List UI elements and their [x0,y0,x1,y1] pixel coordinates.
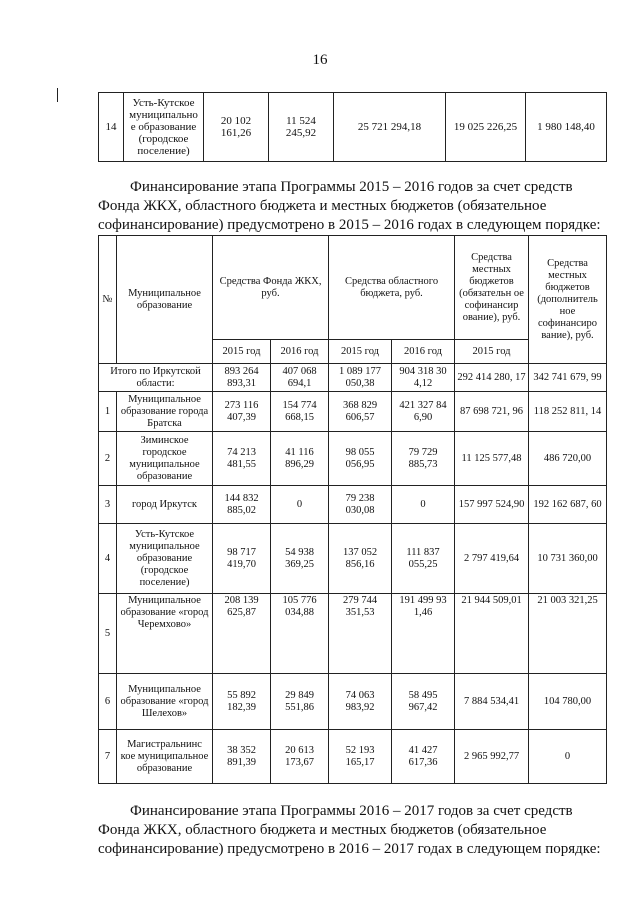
value-cell: 7 884 534,41 [455,674,529,730]
value-cell: 208 139 625,87 [213,594,271,674]
paragraph-line: Финансирование этапа Программы 2015 – 2016 годов за счет средств [130,179,573,195]
header-year: 2015 год [455,340,529,364]
value-cell: 144 832 885,02 [213,486,271,524]
value-cell: 74 063 983,92 [329,674,392,730]
municipality-name: Зиминское городское муниципальное образование [117,432,213,486]
header-row [99,236,607,340]
table-row [99,432,607,486]
value-cell: 154 774 668,15 [271,392,329,432]
value-cell: 1 089 177 050,38 [329,364,392,392]
value-cell: 118 252 811, 14 [529,392,607,432]
value-cell: 29 849 551,86 [271,674,329,730]
value-cell: 0 [529,730,607,784]
header-municipality: Муниципальное образование [117,236,213,364]
value-cell: 38 352 891,39 [213,730,271,784]
total-row [99,364,607,392]
header-local-mandatory: Средства местных бюджетов (обязательн ое софинансир ование), руб. [455,236,529,340]
value-cell: 2 797 419,64 [455,524,529,594]
table-row [99,594,607,674]
paragraph-line: Фонда ЖКХ, областного бюджета и местных бюджетов (обязательное [98,822,547,838]
value-cell: 292 414 280, 17 [455,364,529,392]
value-cell: 157 997 524,90 [455,486,529,524]
paragraph-line: софинансирование) предусмотрено в 2015 – 2016 годах в следующем порядке: [98,217,601,233]
value-cell: 55 892 182,39 [213,674,271,730]
municipality-name: Магистральнинс кое муниципальное образование [117,730,213,784]
row-number: 1 [99,392,117,432]
value-cell: 87 698 721, 96 [455,392,529,432]
row-number: 3 [99,486,117,524]
value-cell: 98 717 419,70 [213,524,271,594]
municipality-name: Усть-Кутское муниципально е образование (городское поселение) [124,93,204,162]
row-number: 2 [99,432,117,486]
header-regional: Средства областного бюджета, руб. [329,236,455,340]
value-cell: 21 003 321,25 [529,594,607,674]
paragraph-line: Финансирование этапа Программы 2016 – 2017 годов за счет средств [130,803,573,819]
value-cell: 0 [271,486,329,524]
table-row [99,524,607,594]
table-row [99,93,607,162]
value-cell: 191 499 93 1,46 [392,594,455,674]
paragraph-line: софинансирование) предусмотрено в 2016 – 2017 годах в следующем порядке: [98,841,601,857]
municipality-name: Муниципальное образование города Братска [117,392,213,432]
value-cell: 137 052 856,16 [329,524,392,594]
municipality-name: город Иркутск [117,486,213,524]
row-number: 14 [99,93,124,162]
value-cell: 10 731 360,00 [529,524,607,594]
value-cell: 111 837 055,25 [392,524,455,594]
total-label: Итого по Иркутской области: [99,364,213,392]
row-number: 6 [99,674,117,730]
header-number: № [99,236,117,364]
value-cell: 21 944 509,01 [455,594,529,674]
value-cell: 368 829 606,57 [329,392,392,432]
header-local-additional: Средства местных бюджетов (дополнитель ное софинансиро вание), руб. [529,236,607,364]
value-cell: 79 729 885,73 [392,432,455,486]
row-number: 5 [99,594,117,674]
value-cell: 52 193 165,17 [329,730,392,784]
value-cell: 407 068 694,1 [271,364,329,392]
value-cell: 104 780,00 [529,674,607,730]
table-row [99,730,607,784]
value-cell: 58 495 967,42 [392,674,455,730]
continuation-table [98,92,607,162]
value-cell: 98 055 056,95 [329,432,392,486]
table-row [99,674,607,730]
value-cell: 25 721 294,18 [334,93,446,162]
value-cell: 41 427 617,36 [392,730,455,784]
header-year: 2015 год [329,340,392,364]
value-cell: 192 162 687, 60 [529,486,607,524]
value-cell: 342 741 679, 99 [529,364,607,392]
paragraph-2016-2017 [98,802,606,859]
paragraph-2015-2016 [98,178,606,235]
value-cell: 273 116 407,39 [213,392,271,432]
value-cell: 105 776 034,88 [271,594,329,674]
value-cell: 1 980 148,40 [526,93,607,162]
table-row [99,392,607,432]
value-cell: 20 102 161,26 [204,93,269,162]
row-number: 7 [99,730,117,784]
financing-table-2015-2016 [98,235,607,784]
header-fund: Средства Фонда ЖКХ, руб. [213,236,329,340]
value-cell: 41 116 896,29 [271,432,329,486]
value-cell: 20 613 173,67 [271,730,329,784]
value-cell: 19 025 226,25 [446,93,526,162]
row-number: 4 [99,524,117,594]
municipality-name: Муниципальное образование «город Шелехов» [117,674,213,730]
value-cell: 421 327 84 6,90 [392,392,455,432]
header-year: 2016 год [271,340,329,364]
municipality-name: Усть-Кутское муниципальное образование (городское поселение) [117,524,213,594]
value-cell: 79 238 030,08 [329,486,392,524]
margin-mark [57,88,58,102]
value-cell: 0 [392,486,455,524]
value-cell: 11 125 577,48 [455,432,529,486]
value-cell: 2 965 992,77 [455,730,529,784]
page-number: 16 [312,52,328,68]
header-year: 2015 год [213,340,271,364]
value-cell: 54 938 369,25 [271,524,329,594]
municipality-name: Муниципальное образование «город Черемхово» [117,594,213,674]
value-cell: 904 318 30 4,12 [392,364,455,392]
header-year: 2016 год [392,340,455,364]
value-cell: 486 720,00 [529,432,607,486]
table-row [99,486,607,524]
value-cell: 279 744 351,53 [329,594,392,674]
value-cell: 74 213 481,55 [213,432,271,486]
paragraph-line: Фонда ЖКХ, областного бюджета и местных бюджетов (обязательное [98,198,547,214]
value-cell: 11 524 245,92 [269,93,334,162]
value-cell: 893 264 893,31 [213,364,271,392]
